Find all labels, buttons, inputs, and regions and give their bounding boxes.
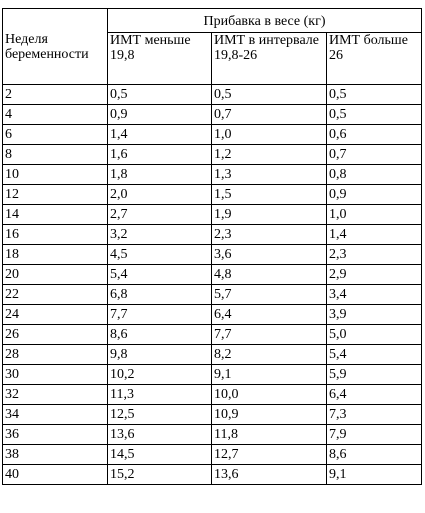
bmi-mid-cell: 0,7 [212,105,327,125]
bmi-low-cell: 10,2 [108,365,212,385]
week-cell: 8 [3,145,108,165]
bmi-low-cell: 1,4 [108,125,212,145]
bmi-mid-cell: 9,1 [212,365,327,385]
table-header [3,9,422,85]
weight-gain-table-container [2,8,422,485]
bmi-low-cell: 15,2 [108,465,212,485]
week-cell: 2 [3,85,108,105]
week-cell: 14 [3,205,108,225]
table-row [3,385,422,405]
table-row [3,405,422,425]
bmi-mid-cell: 1,9 [212,205,327,225]
bmi-high-cell: 1,4 [327,225,422,245]
bmi-low-cell: 11,3 [108,385,212,405]
week-cell: 12 [3,185,108,205]
weight-gain-table [2,8,422,485]
week-cell: 18 [3,245,108,265]
table-row [3,145,422,165]
bmi-mid-cell: 1,2 [212,145,327,165]
bmi-mid-cell: 5,7 [212,285,327,305]
week-cell: 24 [3,305,108,325]
bmi-mid-cell: 1,3 [212,165,327,185]
bmi-high-cell: 8,6 [327,445,422,465]
table-row [3,225,422,245]
bmi-low-cell: 14,5 [108,445,212,465]
bmi-low-cell: 0,9 [108,105,212,125]
table-row [3,205,422,225]
bmi-high-cell: 0,7 [327,145,422,165]
bmi-high-cell: 6,4 [327,385,422,405]
week-cell: 6 [3,125,108,145]
bmi-mid-cell: 3,6 [212,245,327,265]
bmi-mid-cell: 4,8 [212,265,327,285]
week-cell: 30 [3,365,108,385]
week-cell: 38 [3,445,108,465]
bmi-high-header: ИМТ больше 26 [327,33,422,85]
bmi-low-cell: 5,4 [108,265,212,285]
bmi-low-cell: 1,6 [108,145,212,165]
bmi-mid-cell: 13,6 [212,465,327,485]
bmi-low-cell: 6,8 [108,285,212,305]
bmi-mid-cell: 7,7 [212,325,327,345]
table-row [3,325,422,345]
bmi-mid-cell: 2,3 [212,225,327,245]
table-row [3,465,422,485]
table-row [3,285,422,305]
bmi-mid-cell: 8,2 [212,345,327,365]
table-row [3,165,422,185]
table-row [3,85,422,105]
bmi-high-cell: 2,3 [327,245,422,265]
header-row-group [3,9,422,33]
bmi-high-cell: 5,0 [327,325,422,345]
week-cell: 10 [3,165,108,185]
bmi-low-cell: 3,2 [108,225,212,245]
week-cell: 4 [3,105,108,125]
bmi-high-cell: 3,9 [327,305,422,325]
weight-gain-group-header: Прибавка в весе (кг) [108,9,422,33]
table-row [3,185,422,205]
bmi-high-cell: 7,9 [327,425,422,445]
bmi-mid-cell: 10,0 [212,385,327,405]
table-row [3,305,422,325]
bmi-mid-cell: 1,0 [212,125,327,145]
bmi-high-cell: 3,4 [327,285,422,305]
bmi-high-cell: 0,9 [327,185,422,205]
table-row [3,105,422,125]
bmi-mid-cell: 11,8 [212,425,327,445]
bmi-high-cell: 9,1 [327,465,422,485]
bmi-low-cell: 2,0 [108,185,212,205]
table-row [3,125,422,145]
week-cell: 36 [3,425,108,445]
bmi-mid-cell: 1,5 [212,185,327,205]
bmi-high-cell: 5,4 [327,345,422,365]
bmi-low-cell: 0,5 [108,85,212,105]
week-cell: 20 [3,265,108,285]
table-row [3,425,422,445]
bmi-low-cell: 9,8 [108,345,212,365]
table-row [3,345,422,365]
week-cell: 28 [3,345,108,365]
bmi-mid-cell: 12,7 [212,445,327,465]
bmi-high-cell: 2,9 [327,265,422,285]
table-row [3,365,422,385]
bmi-low-cell: 7,7 [108,305,212,325]
week-cell: 40 [3,465,108,485]
bmi-high-cell: 1,0 [327,205,422,225]
bmi-low-cell: 13,6 [108,425,212,445]
table-row [3,265,422,285]
bmi-mid-cell: 6,4 [212,305,327,325]
week-cell: 22 [3,285,108,305]
bmi-low-cell: 12,5 [108,405,212,425]
table-body [3,85,422,485]
table-row [3,445,422,465]
bmi-low-cell: 4,5 [108,245,212,265]
bmi-low-header: ИМТ меньше 19,8 [108,33,212,85]
bmi-low-cell: 8,6 [108,325,212,345]
week-cell: 32 [3,385,108,405]
bmi-mid-cell: 0,5 [212,85,327,105]
bmi-mid-header: ИМТ в интервале 19,8-26 [212,33,327,85]
bmi-mid-cell: 10,9 [212,405,327,425]
bmi-high-cell: 0,6 [327,125,422,145]
week-column-header: Неделя беременности [3,9,108,85]
table-row [3,245,422,265]
bmi-high-cell: 7,3 [327,405,422,425]
bmi-high-cell: 0,5 [327,105,422,125]
bmi-low-cell: 2,7 [108,205,212,225]
week-cell: 26 [3,325,108,345]
bmi-high-cell: 0,5 [327,85,422,105]
bmi-high-cell: 5,9 [327,365,422,385]
bmi-low-cell: 1,8 [108,165,212,185]
week-cell: 16 [3,225,108,245]
week-cell: 34 [3,405,108,425]
bmi-high-cell: 0,8 [327,165,422,185]
